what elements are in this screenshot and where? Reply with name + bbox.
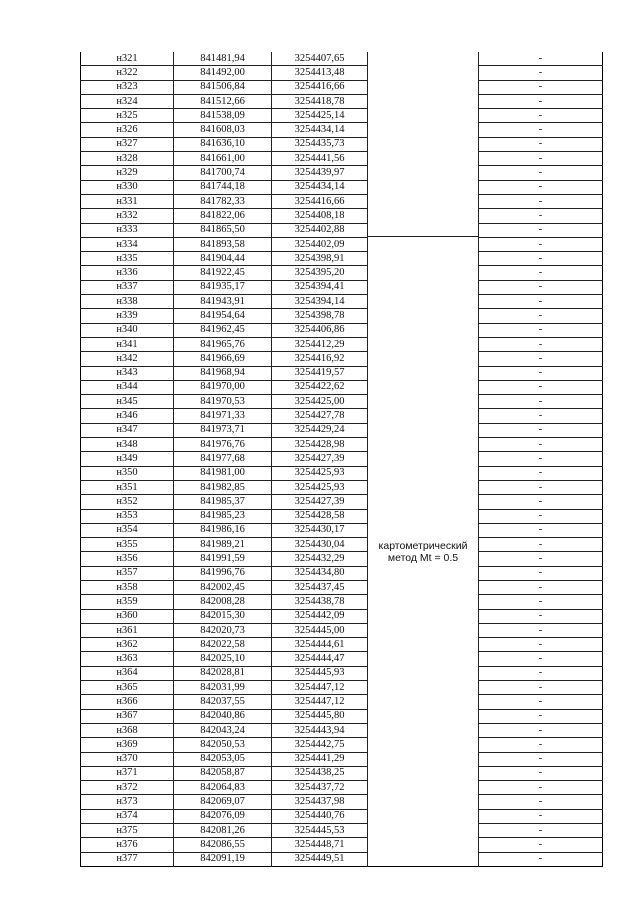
point-id-cell: н327 [81,137,174,151]
table-row [81,752,603,766]
x-coordinate-cell: 841985,23 [174,509,272,523]
extra-value-cell: - [479,123,603,137]
table-row [81,838,603,852]
x-coordinate-cell: 842040,86 [174,709,272,723]
x-coordinate-cell: 841636,10 [174,137,272,151]
extra-value-cell: - [479,523,603,537]
x-coordinate-cell: 841904,44 [174,252,272,266]
x-coordinate-cell: 841981,00 [174,466,272,480]
extra-value-cell: - [479,566,603,580]
point-id-cell: н369 [81,738,174,752]
point-id-cell: н370 [81,752,174,766]
method-accuracy-label: метод Mt = 0.5 [387,551,459,564]
point-id-cell: н333 [81,223,174,237]
extra-value-cell: - [479,666,603,680]
point-id-cell: н357 [81,566,174,580]
table-row [81,194,603,208]
extra-value-cell: - [479,209,603,223]
y-coordinate-cell: 3254394,14 [272,295,368,309]
extra-value-cell: - [479,695,603,709]
x-coordinate-cell: 841977,68 [174,452,272,466]
table-row [81,380,603,394]
x-coordinate-cell: 842008,28 [174,595,272,609]
table-row [81,852,603,866]
x-coordinate-cell: 841744,18 [174,180,272,194]
table-row [81,552,603,566]
table-row [81,94,603,108]
point-id-cell: н356 [81,552,174,566]
y-coordinate-cell: 3254427,78 [272,409,368,423]
point-id-cell: н360 [81,609,174,623]
x-coordinate-cell: 841954,64 [174,309,272,323]
table-row [81,337,603,351]
y-coordinate-cell: 3254422,62 [272,380,368,394]
y-coordinate-cell: 3254398,78 [272,309,368,323]
point-id-cell: н329 [81,166,174,180]
x-coordinate-cell: 841782,33 [174,194,272,208]
x-coordinate-cell: 841965,76 [174,337,272,351]
point-id-cell: н324 [81,94,174,108]
method-separator-line [367,236,478,237]
extra-value-cell: - [479,652,603,666]
extra-value-cell: - [479,94,603,108]
extra-value-cell: - [479,480,603,494]
point-id-cell: н372 [81,781,174,795]
x-coordinate-cell: 841822,06 [174,209,272,223]
table-row [81,323,603,337]
y-coordinate-cell: 3254442,09 [272,609,368,623]
table-row [81,152,603,166]
table-row [81,538,603,552]
point-id-cell: н349 [81,452,174,466]
x-coordinate-cell: 842091,19 [174,852,272,866]
table-row [81,809,603,823]
table-row [81,366,603,380]
y-coordinate-cell: 3254445,93 [272,666,368,680]
x-coordinate-cell: 842002,45 [174,580,272,594]
x-coordinate-cell: 841989,21 [174,538,272,552]
table-row [81,509,603,523]
extra-value-cell: - [479,638,603,652]
y-coordinate-cell: 3254441,56 [272,152,368,166]
extra-value-cell: - [479,838,603,852]
point-id-cell: н335 [81,252,174,266]
point-id-cell: н337 [81,280,174,294]
y-coordinate-cell: 3254435,73 [272,137,368,151]
y-coordinate-cell: 3254443,94 [272,723,368,737]
y-coordinate-cell: 3254438,78 [272,595,368,609]
extra-value-cell: - [479,337,603,351]
extra-value-cell: - [479,595,603,609]
point-id-cell: н336 [81,266,174,280]
point-id-cell: н326 [81,123,174,137]
table-row [81,280,603,294]
x-coordinate-cell: 842081,26 [174,824,272,838]
x-coordinate-cell: 841492,00 [174,66,272,80]
extra-value-cell: - [479,152,603,166]
y-coordinate-cell: 3254437,98 [272,795,368,809]
point-id-cell: н368 [81,723,174,737]
point-id-cell: н373 [81,795,174,809]
x-coordinate-cell: 841608,03 [174,123,272,137]
table-row [81,795,603,809]
extra-value-cell: - [479,252,603,266]
x-coordinate-cell: 841512,66 [174,94,272,108]
y-coordinate-cell: 3254448,71 [272,838,368,852]
point-id-cell: н347 [81,423,174,437]
extra-value-cell: - [479,509,603,523]
point-id-cell: н345 [81,395,174,409]
x-coordinate-cell: 841970,53 [174,395,272,409]
table-row [81,52,603,66]
point-id-cell: н375 [81,824,174,838]
table-row [81,309,603,323]
extra-value-cell: - [479,781,603,795]
x-coordinate-cell: 841996,76 [174,566,272,580]
x-coordinate-cell: 842064,83 [174,781,272,795]
y-coordinate-cell: 3254425,93 [272,466,368,480]
y-coordinate-cell: 3254439,97 [272,166,368,180]
point-id-cell: н364 [81,666,174,680]
table-row [81,80,603,94]
x-coordinate-cell: 841538,09 [174,109,272,123]
table-row [81,352,603,366]
point-id-cell: н353 [81,509,174,523]
y-coordinate-cell: 3254418,78 [272,94,368,108]
x-coordinate-cell: 842053,05 [174,752,272,766]
point-id-cell: н352 [81,495,174,509]
point-id-cell: н341 [81,337,174,351]
y-coordinate-cell: 3254440,76 [272,809,368,823]
extra-value-cell: - [479,438,603,452]
x-coordinate-cell: 842025,10 [174,652,272,666]
extra-value-cell: - [479,623,603,637]
table-row [81,638,603,652]
y-coordinate-cell: 3254441,29 [272,752,368,766]
y-coordinate-cell: 3254398,91 [272,252,368,266]
extra-value-cell: - [479,352,603,366]
table-row [81,766,603,780]
x-coordinate-cell: 842050,53 [174,738,272,752]
y-coordinate-cell: 3254437,72 [272,781,368,795]
table-row [81,709,603,723]
y-coordinate-cell: 3254429,24 [272,423,368,437]
x-coordinate-cell: 842069,07 [174,795,272,809]
x-coordinate-cell: 841700,74 [174,166,272,180]
y-coordinate-cell: 3254425,14 [272,109,368,123]
point-id-cell: н323 [81,80,174,94]
extra-value-cell: - [479,395,603,409]
point-id-cell: н321 [81,52,174,66]
x-coordinate-cell: 841986,16 [174,523,272,537]
y-coordinate-cell: 3254447,12 [272,695,368,709]
y-coordinate-cell: 3254416,66 [272,80,368,94]
y-coordinate-cell: 3254428,98 [272,438,368,452]
y-coordinate-cell: 3254394,41 [272,280,368,294]
y-coordinate-cell: 3254430,17 [272,523,368,537]
y-coordinate-cell: 3254427,39 [272,452,368,466]
extra-value-cell: - [479,323,603,337]
point-id-cell: н367 [81,709,174,723]
table-row [81,580,603,594]
y-coordinate-cell: 3254430,04 [272,538,368,552]
table-row [81,595,603,609]
y-coordinate-cell: 3254434,80 [272,566,368,580]
extra-value-cell: - [479,452,603,466]
extra-value-cell: - [479,766,603,780]
point-id-cell: н359 [81,595,174,609]
point-id-cell: н331 [81,194,174,208]
y-coordinate-cell: 3254416,66 [272,194,368,208]
y-coordinate-cell: 3254425,00 [272,395,368,409]
extra-value-cell: - [479,380,603,394]
extra-value-cell: - [479,223,603,237]
extra-value-cell: - [479,309,603,323]
x-coordinate-cell: 842076,09 [174,809,272,823]
x-coordinate-cell: 841865,50 [174,223,272,237]
x-coordinate-cell: 842037,55 [174,695,272,709]
x-coordinate-cell: 842015,30 [174,609,272,623]
point-id-cell: н371 [81,766,174,780]
table-row [81,137,603,151]
y-coordinate-cell: 3254425,93 [272,480,368,494]
point-id-cell: н334 [81,237,174,251]
point-id-cell: н328 [81,152,174,166]
y-coordinate-cell: 3254416,92 [272,352,368,366]
point-id-cell: н377 [81,852,174,866]
x-coordinate-cell: 841976,76 [174,438,272,452]
table-row [81,452,603,466]
y-coordinate-cell: 3254445,00 [272,623,368,637]
point-id-cell: н348 [81,438,174,452]
y-coordinate-cell: 3254437,45 [272,580,368,594]
x-coordinate-cell: 841661,00 [174,152,272,166]
point-id-cell: н339 [81,309,174,323]
coordinates-table [80,52,603,867]
x-coordinate-cell: 841935,17 [174,280,272,294]
table-row [81,781,603,795]
y-coordinate-cell: 3254408,18 [272,209,368,223]
extra-value-cell: - [479,580,603,594]
method-label: картометрический [378,539,468,552]
x-coordinate-cell: 841982,85 [174,480,272,494]
method-cell-top [368,52,479,237]
x-coordinate-cell: 841966,69 [174,352,272,366]
extra-value-cell: - [479,738,603,752]
point-id-cell: н346 [81,409,174,423]
table-row [81,123,603,137]
point-id-cell: н338 [81,295,174,309]
extra-value-cell: - [479,423,603,437]
table-row [81,209,603,223]
extra-value-cell: - [479,66,603,80]
y-coordinate-cell: 3254445,53 [272,824,368,838]
point-id-cell: н366 [81,695,174,709]
extra-value-cell: - [479,166,603,180]
table-row [81,523,603,537]
extra-value-cell: - [479,109,603,123]
x-coordinate-cell: 841968,94 [174,366,272,380]
point-id-cell: н340 [81,323,174,337]
y-coordinate-cell: 3254406,86 [272,323,368,337]
y-coordinate-cell: 3254402,09 [272,237,368,251]
point-id-cell: н325 [81,109,174,123]
x-coordinate-cell: 842058,87 [174,766,272,780]
extra-value-cell: - [479,137,603,151]
extra-value-cell: - [479,366,603,380]
table-row [81,824,603,838]
y-coordinate-cell: 3254428,58 [272,509,368,523]
table-row [81,166,603,180]
y-coordinate-cell: 3254407,65 [272,52,368,66]
x-coordinate-cell: 841893,58 [174,237,272,251]
table-row [81,66,603,80]
extra-value-cell: - [479,80,603,94]
point-id-cell: н344 [81,380,174,394]
x-coordinate-cell: 841985,37 [174,495,272,509]
table-row [81,395,603,409]
y-coordinate-cell: 3254395,20 [272,266,368,280]
table-row [81,681,603,695]
table-row [81,609,603,623]
table-row [81,438,603,452]
extra-value-cell: - [479,266,603,280]
y-coordinate-cell: 3254402,88 [272,223,368,237]
extra-value-cell: - [479,809,603,823]
x-coordinate-cell: 842022,58 [174,638,272,652]
point-id-cell: н363 [81,652,174,666]
extra-value-cell: - [479,237,603,251]
table-row [81,495,603,509]
y-coordinate-cell: 3254438,25 [272,766,368,780]
table-row [81,738,603,752]
extra-value-cell: - [479,52,603,66]
coordinates-table-body [81,52,603,866]
y-coordinate-cell: 3254432,29 [272,552,368,566]
table-row [81,480,603,494]
x-coordinate-cell: 841970,00 [174,380,272,394]
x-coordinate-cell: 841481,94 [174,52,272,66]
table-row [81,252,603,266]
table-row [81,223,603,237]
x-coordinate-cell: 841962,45 [174,323,272,337]
extra-value-cell: - [479,552,603,566]
table-row [81,409,603,423]
y-coordinate-cell: 3254419,57 [272,366,368,380]
point-id-cell: н342 [81,352,174,366]
table-row [81,180,603,194]
point-id-cell: н322 [81,66,174,80]
extra-value-cell: - [479,709,603,723]
extra-value-cell: - [479,681,603,695]
table-row [81,466,603,480]
point-id-cell: н355 [81,538,174,552]
y-coordinate-cell: 3254412,29 [272,337,368,351]
x-coordinate-cell: 842020,73 [174,623,272,637]
y-coordinate-cell: 3254449,51 [272,852,368,866]
x-coordinate-cell: 841943,91 [174,295,272,309]
extra-value-cell: - [479,538,603,552]
extra-value-cell: - [479,180,603,194]
table-row [81,623,603,637]
extra-value-cell: - [479,409,603,423]
x-coordinate-cell: 841506,84 [174,80,272,94]
extra-value-cell: - [479,194,603,208]
method-cell [368,237,479,866]
y-coordinate-cell: 3254434,14 [272,180,368,194]
table-row [81,109,603,123]
point-id-cell: н332 [81,209,174,223]
y-coordinate-cell: 3254444,47 [272,652,368,666]
table-row [81,666,603,680]
point-id-cell: н351 [81,480,174,494]
extra-value-cell: - [479,795,603,809]
y-coordinate-cell: 3254445,80 [272,709,368,723]
point-id-cell: н354 [81,523,174,537]
y-coordinate-cell: 3254434,14 [272,123,368,137]
extra-value-cell: - [479,466,603,480]
point-id-cell: н361 [81,623,174,637]
extra-value-cell: - [479,824,603,838]
x-coordinate-cell: 841973,71 [174,423,272,437]
point-id-cell: н365 [81,681,174,695]
point-id-cell: н374 [81,809,174,823]
x-coordinate-cell: 842028,81 [174,666,272,680]
point-id-cell: н376 [81,838,174,852]
table-row [81,652,603,666]
x-coordinate-cell: 841971,33 [174,409,272,423]
extra-value-cell: - [479,295,603,309]
point-id-cell: н343 [81,366,174,380]
y-coordinate-cell: 3254442,75 [272,738,368,752]
point-id-cell: н362 [81,638,174,652]
extra-value-cell: - [479,723,603,737]
x-coordinate-cell: 841991,59 [174,552,272,566]
table-row [81,723,603,737]
extra-value-cell: - [479,852,603,866]
table-row [81,237,603,251]
extra-value-cell: - [479,280,603,294]
extra-value-cell: - [479,609,603,623]
x-coordinate-cell: 842043,24 [174,723,272,737]
extra-value-cell: - [479,495,603,509]
y-coordinate-cell: 3254444,61 [272,638,368,652]
y-coordinate-cell: 3254447,12 [272,681,368,695]
point-id-cell: н330 [81,180,174,194]
y-coordinate-cell: 3254413,48 [272,66,368,80]
y-coordinate-cell: 3254427,39 [272,495,368,509]
table-row [81,695,603,709]
point-id-cell: н358 [81,580,174,594]
x-coordinate-cell: 842031,99 [174,681,272,695]
table-row [81,266,603,280]
extra-value-cell: - [479,752,603,766]
table-row [81,566,603,580]
x-coordinate-cell: 841922,45 [174,266,272,280]
x-coordinate-cell: 842086,55 [174,838,272,852]
table-row [81,423,603,437]
table-row [81,295,603,309]
point-id-cell: н350 [81,466,174,480]
